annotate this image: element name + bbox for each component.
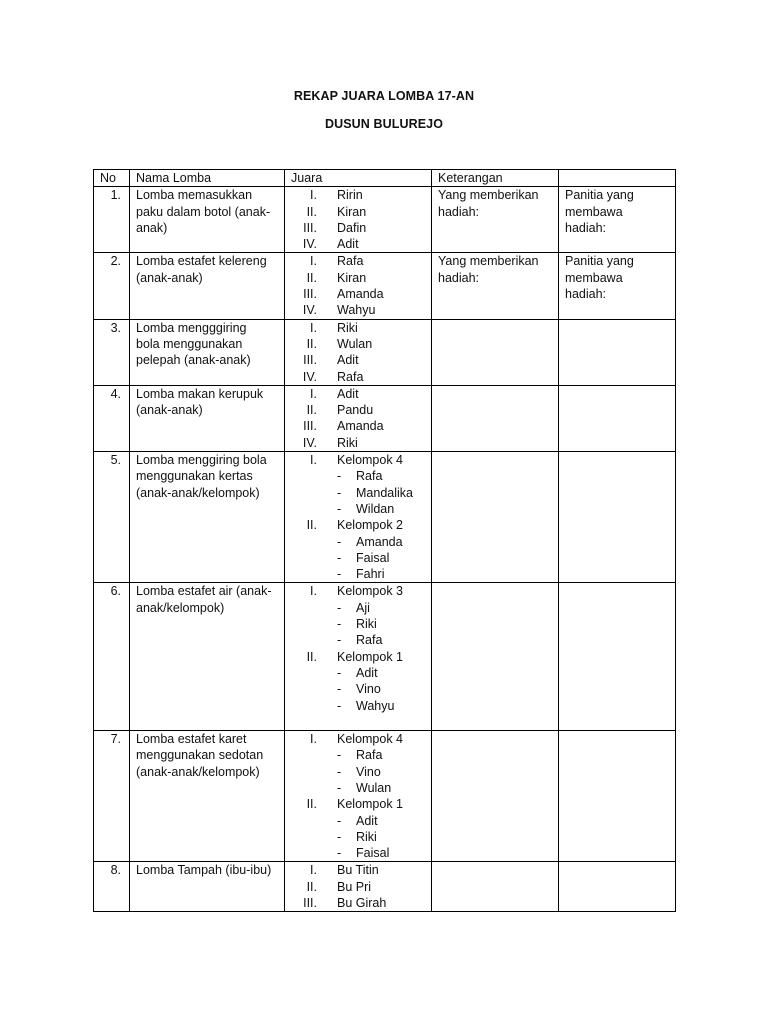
group-member xyxy=(291,764,425,780)
member-indent xyxy=(291,681,337,697)
dash-bullet: - xyxy=(337,633,342,648)
cell-nama-lomba xyxy=(130,452,285,583)
winner-rank: IV. xyxy=(302,369,317,384)
cell-keterangan xyxy=(432,862,559,912)
dash-bullet: - xyxy=(337,846,342,861)
member-indent xyxy=(291,764,337,780)
cell-no: 3. xyxy=(94,319,130,385)
nama-lomba-line: Lomba memasukkan xyxy=(136,188,253,203)
nama-lomba-line: Lomba estafet karet xyxy=(136,732,247,747)
winners-table xyxy=(93,169,676,912)
cell-no: 6. xyxy=(94,583,130,731)
table-row xyxy=(94,319,676,385)
winner-entry xyxy=(291,320,425,336)
nama-lomba-line: bola menggunakan xyxy=(136,336,243,351)
cell-panitia xyxy=(559,319,676,385)
member-name: Amanda xyxy=(356,534,403,549)
member-indent xyxy=(291,665,337,681)
rank-gap xyxy=(317,452,337,468)
group-member xyxy=(291,747,425,763)
table-row xyxy=(94,731,676,862)
winner-rank: IV. xyxy=(302,435,317,450)
column-header-empty xyxy=(559,170,676,187)
winner-rank: II. xyxy=(306,403,317,418)
dash-bullet: - xyxy=(337,617,342,632)
member-name: Rafa xyxy=(356,469,383,484)
blank-line xyxy=(291,714,425,730)
winner-rank: I. xyxy=(310,453,317,468)
rank-gap xyxy=(317,862,337,878)
group-member xyxy=(291,600,425,616)
rank-gap xyxy=(317,352,337,368)
winner-name: Kelompok 1 xyxy=(337,797,404,812)
group-member xyxy=(291,632,425,648)
winner-name: Kiran xyxy=(337,204,367,219)
cell-panitia xyxy=(559,385,676,451)
nama-lomba-line: (anak-anak/kelompok) xyxy=(136,764,260,779)
column-header-nama-lomba: Nama Lomba xyxy=(130,170,285,187)
winner-entry xyxy=(291,286,425,302)
column-header-juara: Juara xyxy=(285,170,432,187)
winner-entry xyxy=(291,352,425,368)
cell-keterangan xyxy=(432,452,559,583)
cell-juara xyxy=(285,731,432,862)
cell-no: 7. xyxy=(94,731,130,862)
winner-name: Riki xyxy=(337,320,358,335)
winner-name: Amanda xyxy=(337,419,384,434)
member-indent xyxy=(291,845,337,861)
winner-name: Riki xyxy=(337,435,358,450)
cell-nama-lomba xyxy=(130,862,285,912)
member-name: Mandalika xyxy=(356,485,413,500)
winner-name: Kiran xyxy=(337,270,367,285)
cell-nama-lomba xyxy=(130,253,285,319)
winner-entry xyxy=(291,402,425,418)
cell-nama-lomba xyxy=(130,731,285,862)
nama-lomba-line: (anak-anak) xyxy=(136,403,203,418)
dash-bullet: - xyxy=(337,501,342,516)
member-indent xyxy=(291,632,337,648)
member-indent xyxy=(291,780,337,796)
nama-lomba-line: menggunakan kertas xyxy=(136,469,253,484)
group-member xyxy=(291,566,425,582)
member-indent xyxy=(291,485,337,501)
member-name: Riki xyxy=(356,617,377,632)
panitia-line: membawa xyxy=(565,270,623,285)
rank-gap xyxy=(317,320,337,336)
winner-entry xyxy=(291,435,425,451)
cell-panitia xyxy=(559,452,676,583)
rank-gap xyxy=(317,796,337,812)
cell-juara xyxy=(285,452,432,583)
member-indent xyxy=(291,829,337,845)
winner-entry xyxy=(291,220,425,236)
group-member xyxy=(291,616,425,632)
cell-keterangan xyxy=(432,253,559,319)
column-header-no: No xyxy=(94,170,130,187)
winner-name: Kelompok 4 xyxy=(337,732,404,747)
keterangan-line: hadiah: xyxy=(438,270,480,285)
dash-bullet: - xyxy=(337,469,342,484)
winner-entry xyxy=(291,862,425,878)
member-indent xyxy=(291,813,337,829)
cell-juara xyxy=(285,319,432,385)
cell-nama-lomba xyxy=(130,583,285,731)
winner-rank: II. xyxy=(306,270,317,285)
nama-lomba-line: Lomba estafet kelereng xyxy=(136,254,267,269)
cell-no: 2. xyxy=(94,253,130,319)
winner-entry xyxy=(291,452,425,468)
winner-entry xyxy=(291,583,425,599)
panitia-line: hadiah: xyxy=(565,287,607,302)
rank-gap xyxy=(317,649,337,665)
winner-rank: III. xyxy=(303,287,317,302)
cell-no: 5. xyxy=(94,452,130,583)
winner-name: Rafa xyxy=(337,369,364,384)
winner-rank: II. xyxy=(306,518,317,533)
cell-juara xyxy=(285,253,432,319)
group-member xyxy=(291,845,425,861)
cell-keterangan xyxy=(432,385,559,451)
group-member xyxy=(291,829,425,845)
winner-name: Adit xyxy=(337,353,359,368)
member-indent xyxy=(291,550,337,566)
winner-rank: III. xyxy=(303,419,317,434)
member-name: Adit xyxy=(356,665,378,680)
table-header-row xyxy=(94,170,676,187)
winner-entry xyxy=(291,517,425,533)
cell-juara xyxy=(285,583,432,731)
member-name: Rafa xyxy=(356,748,383,763)
rank-gap xyxy=(317,253,337,269)
member-name: Vino xyxy=(356,764,381,779)
member-indent xyxy=(291,616,337,632)
nama-lomba-line: pelepah (anak-anak) xyxy=(136,353,251,368)
member-name: Riki xyxy=(356,829,377,844)
table-row xyxy=(94,583,676,731)
cell-juara xyxy=(285,862,432,912)
member-name: Adit xyxy=(356,813,378,828)
member-name: Faisal xyxy=(356,550,390,565)
nama-lomba-line: (anak-anak/kelompok) xyxy=(136,485,260,500)
member-indent xyxy=(291,534,337,550)
cell-nama-lomba xyxy=(130,385,285,451)
dash-bullet: - xyxy=(337,682,342,697)
nama-lomba-line: Lomba estafet air (anak- xyxy=(136,584,272,599)
winner-rank: II. xyxy=(306,336,317,351)
nama-lomba-line: (anak-anak) xyxy=(136,270,203,285)
winner-entry xyxy=(291,270,425,286)
cell-keterangan xyxy=(432,583,559,731)
panitia-line: Panitia yang xyxy=(565,188,634,203)
rank-gap xyxy=(317,220,337,236)
winner-name: Ririn xyxy=(337,188,363,203)
winner-entry xyxy=(291,731,425,747)
dash-bullet: - xyxy=(337,780,342,795)
member-name: Wulan xyxy=(356,780,392,795)
rank-gap xyxy=(317,336,337,352)
winner-rank: I. xyxy=(310,320,317,335)
table-row xyxy=(94,862,676,912)
cell-keterangan xyxy=(432,187,559,253)
panitia-line: Panitia yang xyxy=(565,254,634,269)
group-member xyxy=(291,681,425,697)
winner-name: Kelompok 2 xyxy=(337,518,404,533)
cell-nama-lomba xyxy=(130,319,285,385)
rank-gap xyxy=(317,517,337,533)
member-indent xyxy=(291,747,337,763)
member-indent xyxy=(291,501,337,517)
rank-gap xyxy=(317,895,337,911)
panitia-line: hadiah: xyxy=(565,220,607,235)
rank-gap xyxy=(317,302,337,318)
winner-rank: I. xyxy=(310,386,317,401)
winner-entry xyxy=(291,336,425,352)
winner-name: Bu Titin xyxy=(337,863,379,878)
cell-no: 1. xyxy=(94,187,130,253)
group-member xyxy=(291,665,425,681)
rank-gap xyxy=(317,402,337,418)
winner-name: Wulan xyxy=(337,336,373,351)
nama-lomba-line: anak/kelompok) xyxy=(136,600,225,615)
winner-entry xyxy=(291,204,425,220)
rank-gap xyxy=(317,879,337,895)
table-row xyxy=(94,187,676,253)
winner-name: Adit xyxy=(337,386,359,401)
nama-lomba-line: paku dalam botol (anak- xyxy=(136,204,271,219)
rank-gap xyxy=(317,236,337,252)
dash-bullet: - xyxy=(337,485,342,500)
nama-lomba-line: Lomba mengggiring xyxy=(136,320,247,335)
cell-panitia xyxy=(559,731,676,862)
group-member xyxy=(291,468,425,484)
winner-rank: I. xyxy=(310,584,317,599)
member-name: Wahyu xyxy=(356,698,395,713)
group-member xyxy=(291,813,425,829)
cell-nama-lomba xyxy=(130,187,285,253)
winner-rank: IV. xyxy=(302,303,317,318)
member-indent xyxy=(291,468,337,484)
cell-panitia xyxy=(559,862,676,912)
rank-gap xyxy=(317,187,337,203)
winner-name: Rafa xyxy=(337,254,364,269)
document-title: REKAP JUARA LOMBA 17-AN xyxy=(293,89,475,103)
winner-rank: II. xyxy=(306,649,317,664)
winner-rank: III. xyxy=(303,353,317,368)
group-member xyxy=(291,501,425,517)
winner-entry xyxy=(291,649,425,665)
member-indent xyxy=(291,566,337,582)
winner-name: Kelompok 3 xyxy=(337,584,404,599)
table-row xyxy=(94,385,676,451)
winner-rank: II. xyxy=(306,879,317,894)
winner-name: Amanda xyxy=(337,287,384,302)
document-subtitle: DUSUN BULUREJO xyxy=(324,117,444,131)
member-name: Wildan xyxy=(356,501,395,516)
winner-entry xyxy=(291,236,425,252)
winner-entry xyxy=(291,302,425,318)
winner-name: Pandu xyxy=(337,403,374,418)
table-row xyxy=(94,253,676,319)
winner-rank: III. xyxy=(303,896,317,911)
cell-keterangan xyxy=(432,731,559,862)
member-name: Vino xyxy=(356,682,381,697)
rank-gap xyxy=(317,204,337,220)
member-name: Rafa xyxy=(356,633,383,648)
member-indent xyxy=(291,600,337,616)
nama-lomba-line: Lomba Tampah (ibu-ibu) xyxy=(136,863,272,878)
winner-rank: II. xyxy=(306,204,317,219)
winner-rank: III. xyxy=(303,220,317,235)
member-name: Faisal xyxy=(356,846,390,861)
dash-bullet: - xyxy=(337,698,342,713)
group-member xyxy=(291,550,425,566)
rank-gap xyxy=(317,418,337,434)
winner-name: Wahyu xyxy=(337,303,376,318)
winner-entry xyxy=(291,386,425,402)
dash-bullet: - xyxy=(337,550,342,565)
dash-bullet: - xyxy=(337,534,342,549)
member-indent xyxy=(291,698,337,714)
dash-bullet: - xyxy=(337,748,342,763)
rank-gap xyxy=(317,435,337,451)
keterangan-line: hadiah: xyxy=(438,204,480,219)
winner-rank: IV. xyxy=(302,237,317,252)
winner-name: Bu Pri xyxy=(337,879,372,894)
nama-lomba-line: menggunakan sedotan xyxy=(136,748,264,763)
nama-lomba-line: Lomba makan kerupuk xyxy=(136,386,264,401)
winner-entry xyxy=(291,187,425,203)
keterangan-line: Yang memberikan xyxy=(438,254,539,269)
rank-gap xyxy=(317,270,337,286)
winner-rank: II. xyxy=(306,797,317,812)
group-member xyxy=(291,485,425,501)
cell-no: 8. xyxy=(94,862,130,912)
nama-lomba-line: Lomba menggiring bola xyxy=(136,453,267,468)
group-member xyxy=(291,698,425,714)
dash-bullet: - xyxy=(337,567,342,582)
dash-bullet: - xyxy=(337,665,342,680)
group-member xyxy=(291,780,425,796)
winner-rank: I. xyxy=(310,863,317,878)
column-header-keterangan: Keterangan xyxy=(432,170,559,187)
winner-entry xyxy=(291,418,425,434)
winner-name: Kelompok 4 xyxy=(337,453,404,468)
winner-name: Adit xyxy=(337,237,359,252)
cell-keterangan xyxy=(432,319,559,385)
dash-bullet: - xyxy=(337,813,342,828)
table-row xyxy=(94,452,676,583)
rank-gap xyxy=(317,386,337,402)
cell-panitia xyxy=(559,583,676,731)
dash-bullet: - xyxy=(337,600,342,615)
winner-rank: I. xyxy=(310,732,317,747)
winner-rank: I. xyxy=(310,254,317,269)
member-name: Aji xyxy=(356,600,370,615)
winner-entry xyxy=(291,879,425,895)
cell-panitia xyxy=(559,253,676,319)
winner-entry xyxy=(291,895,425,911)
member-name: Fahri xyxy=(356,567,385,582)
panitia-line: membawa xyxy=(565,204,623,219)
rank-gap xyxy=(317,286,337,302)
rank-gap xyxy=(317,731,337,747)
winner-entry xyxy=(291,253,425,269)
winner-rank: I. xyxy=(310,188,317,203)
cell-no: 4. xyxy=(94,385,130,451)
cell-juara xyxy=(285,385,432,451)
keterangan-line: Yang memberikan xyxy=(438,188,539,203)
winner-entry xyxy=(291,796,425,812)
winner-name: Dafin xyxy=(337,220,367,235)
rank-gap xyxy=(317,369,337,385)
winner-name: Bu Girah xyxy=(337,896,387,911)
nama-lomba-line: anak) xyxy=(136,220,168,235)
rank-gap xyxy=(317,583,337,599)
winner-name: Kelompok 1 xyxy=(337,649,404,664)
cell-juara xyxy=(285,187,432,253)
winner-entry xyxy=(291,369,425,385)
cell-panitia xyxy=(559,187,676,253)
dash-bullet: - xyxy=(337,764,342,779)
group-member xyxy=(291,534,425,550)
dash-bullet: - xyxy=(337,829,342,844)
